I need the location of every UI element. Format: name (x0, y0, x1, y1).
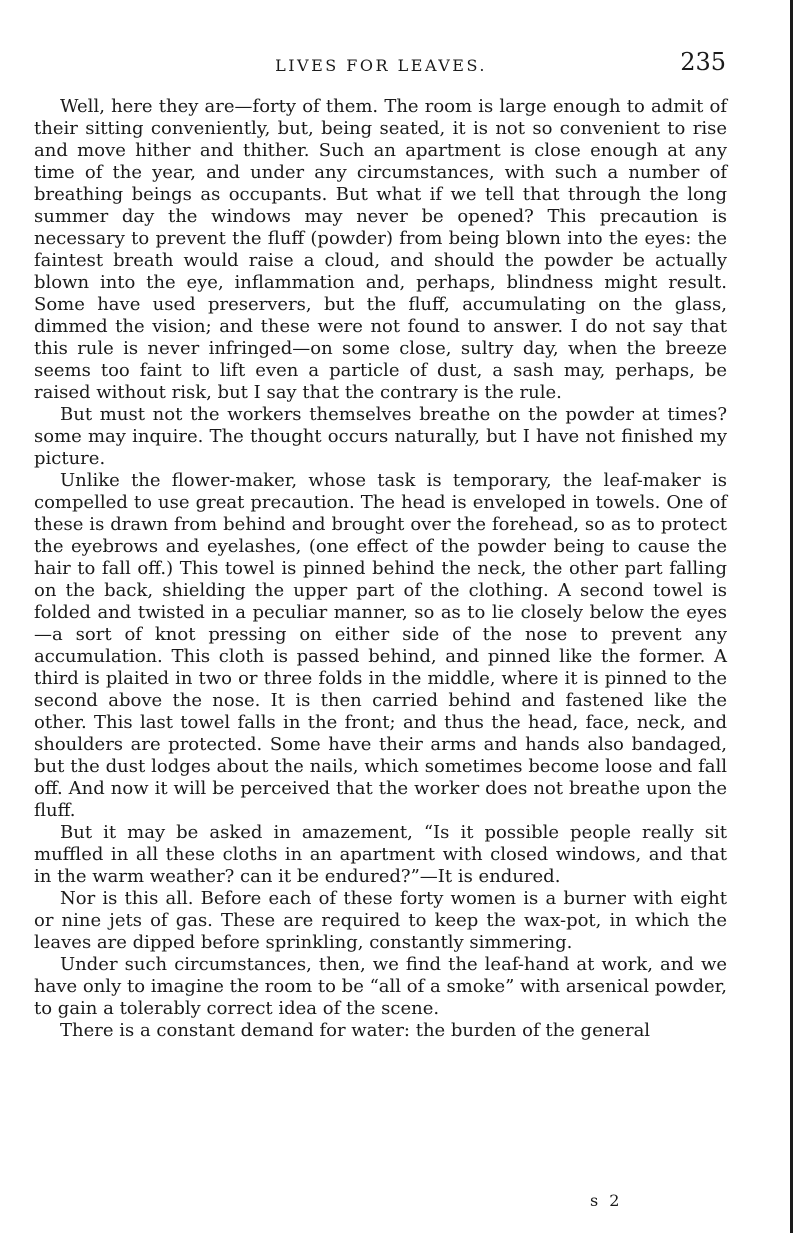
paragraph-2: But must not the workers themselves breathe on the powder at times? some may inquire. The thought occurs naturally, but I have not finished my picture. (34, 404, 727, 469)
signature-mark: s 2 (590, 1191, 623, 1210)
paragraph-6: Under such circumstances, then, we find the leaf-hand at work, and we have only to imagine the room to be “all of a smoke” with arsenical powder, to gain a tolerably correct idea of the scene. (34, 954, 727, 1019)
paragraph-5: Nor is this all. Before each of these forty women is a burner with eight or nine jets of gas. These are required to keep the wax-pot, in which the leaves are dipped before sprinkling, constantly simmering. (34, 888, 727, 953)
page-header (36, 48, 726, 82)
paragraph-3: Unlike the flower-maker, whose task is temporary, the leaf-maker is compelled to use great precaution. The head is enveloped in towels. One of these is drawn from behind and brought over the forehead, so as to protect the eyebrows and eyelashes, (one effect of the powder being to cause the hair to fall off.) This towel is pinned behind the neck, the other part falling on the back, shielding the upper part of the clothing. A second towel is folded and twisted in a peculiar manner, so as to lie closely below the eyes—a sort of knot pressing on either side of the nose to prevent any accumulation. This cloth is passed behind, and pinned like the former. A third is plaited in two or three folds in the middle, where it is pinned to the second above the nose. It is then carried behind and fastened like the other. This last towel falls in the front; and thus the head, face, neck, and shoulders are protected. Some have their arms and hands also bandaged, but the dust lodges about the nails, which sometimes become loose and fall off. And now it will be perceived that the worker does not breathe upon the fluff. (34, 470, 727, 821)
page-number: 235 (680, 48, 726, 76)
running-title: LIVES FOR LEAVES. (275, 56, 487, 75)
paragraph-4: But it may be asked in amazement, “Is it possible people really sit muffled in all these cloths in an apartment with closed windows, and that in the warm weather? can it be endured?”—It is endured. (34, 822, 727, 887)
body-text (34, 96, 727, 1042)
paragraph-7: There is a constant demand for water: the burden of the general (60, 1020, 651, 1041)
paragraph-1: Well, here they are—forty of them. The room is large enough to admit of their sitting conveniently, but, being seated, it is not so convenient to rise and move hither and thither. Such an apartment is close enough at any time of the year, and under any circumstances, with such a number of breathing beings as occupants. But what if we tell that through the long summer day the windows may never be opened? This precaution is necessary to prevent the fluff (powder) from being blown into the eyes: the faintest breath would raise a cloud, and should the powder be actually blown into the eye, inflammation and, perhaps, blindness might result. Some have used preservers, but the fluff, accumulating on the glass, dimmed the vision; and these were not found to answer. I do not say that this rule is never infringed—on some close, sultry day, when the breeze seems too faint to lift even a particle of dust, a sash may, perhaps, be raised without risk, but I say that the contrary is the rule. (34, 96, 727, 403)
